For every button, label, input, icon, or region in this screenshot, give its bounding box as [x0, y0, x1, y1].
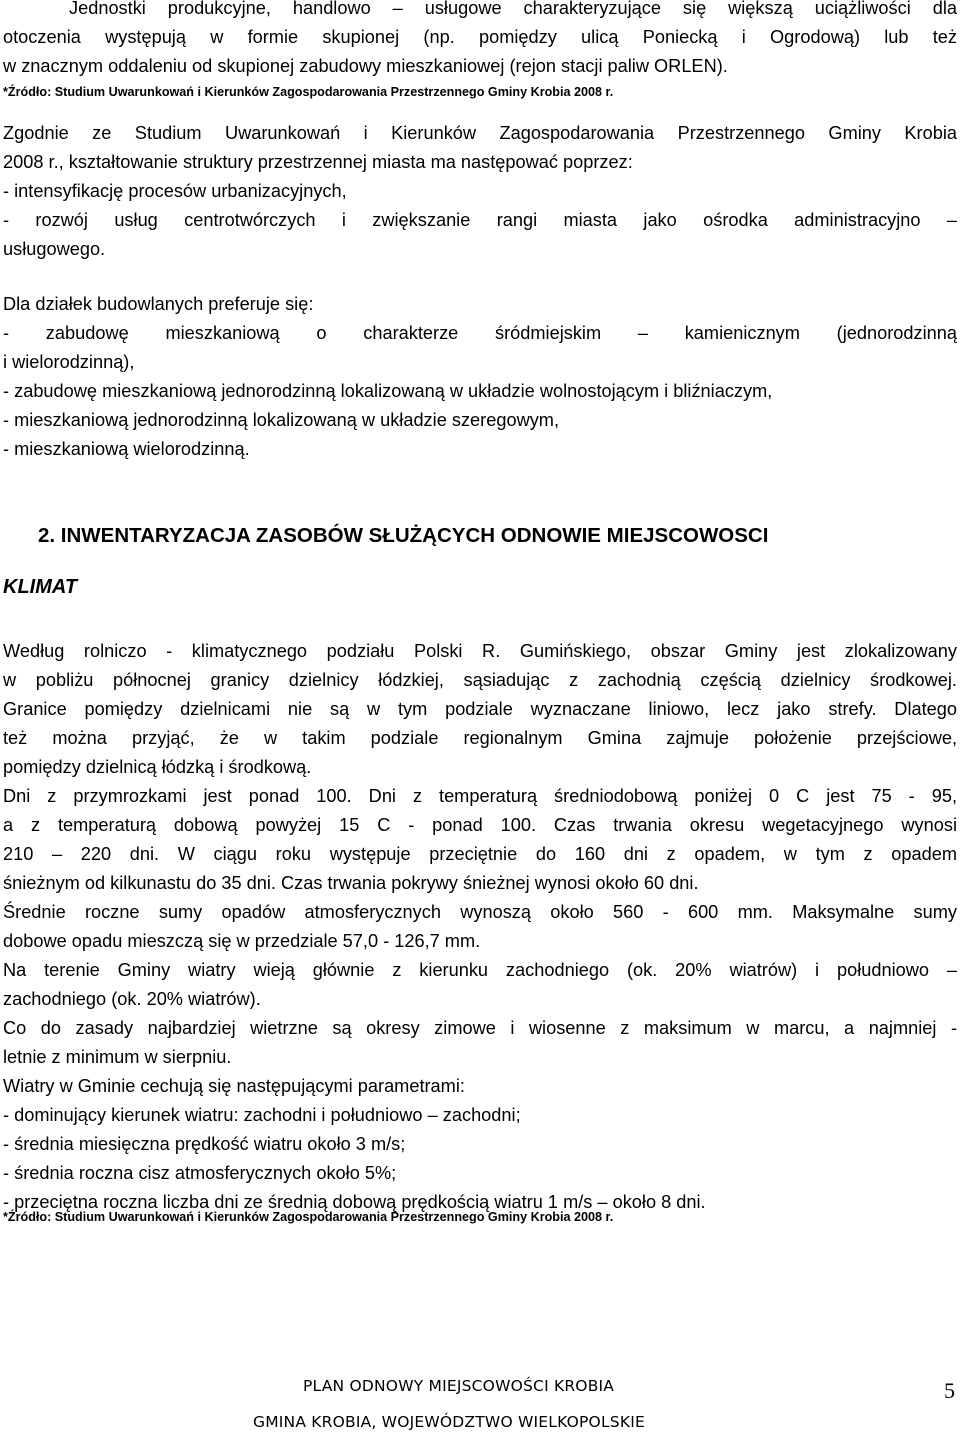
klimat-line-1: Według rolniczo - klimatycznego podziału Polski R. Gumińskiego, obszar Gminy jest zlokalizowany	[3, 641, 957, 661]
dzialki-paragraph	[3, 290, 957, 464]
footer-subtitle: GMINA KROBIA, WOJEWÓDZTWO WIELKOPOLSKIE	[253, 1413, 645, 1431]
dzialki-line-5: - mieszkaniową jednorodzinną lokalizowaną w układzie szeregowym,	[3, 410, 559, 430]
page-number: 5	[944, 1378, 955, 1403]
klimat-line-9: śnieżnym od kilkunastu do 35 dni. Czas trwania pokrywy śnieżnej wynosi około 60 dni.	[3, 873, 699, 893]
klimat-line-13: zachodniego (ok. 20% wiatrów).	[3, 989, 261, 1009]
klimat-line-4: też można przyjąć, że w takim podziale regionalnym Gmina zajmuje położenie przejściowe,	[3, 728, 957, 748]
klimat-line-15: letnie z minimum w sierpniu.	[3, 1047, 232, 1067]
dzialki-line-3: i wielorodzinną),	[3, 352, 135, 372]
studium-line-4: - rozwój usług centrotwórczych i zwiększanie rangi miasta jako ośrodka administracyjno –	[3, 210, 957, 230]
intro-line-3: w znacznym oddaleniu od skupionej zabudowy mieszkaniowej (rejon stacji paliw ORLEN).	[3, 56, 728, 76]
klimat-line-7: a z temperaturą dobową powyżej 15 C - ponad 100. Czas trwania okresu wegetacyjnego wynosi	[3, 815, 957, 835]
studium-line-3: - intensyfikację procesów urbanizacyjnych,	[3, 181, 347, 201]
klimat-line-14: Co do zasady najbardziej wietrzne są okresy zimowe i wiosenne z maksimum w marcu, a najmniej -	[3, 1018, 957, 1038]
klimat-line-12: Na terenie Gminy wiatry wieją głównie z kierunku zachodniego (ok. 20% wiatrów) i południowo –	[3, 960, 957, 980]
klimat-line-2: w pobliżu północnej granicy dzielnicy łódzkiej, sąsiadując z zachodnią częścią dzielnicy środkowej.	[3, 670, 957, 690]
klimat-line-10: Średnie roczne sumy opadów atmosferycznych wynoszą około 560 - 600 mm. Maksymalne sumy	[3, 902, 957, 922]
klimat-line-6: Dni z przymrozkami jest ponad 100. Dni z temperaturą średniodobową poniżej 0 C jest 75 - 95,	[3, 786, 957, 806]
klimat-line-18: - średnia miesięczna prędkość wiatru około 3 m/s;	[3, 1134, 406, 1154]
klimat-line-19: - średnia roczna cisz atmosferycznych około 5%;	[3, 1163, 397, 1183]
klimat-source-note: *Źródło: Studium Uwarunkowań i Kierunków Zagospodarowania Przestrzennego Gminy Krobia 2008 r.	[3, 1210, 614, 1224]
klimat-line-8: 210 – 220 dni. W ciągu roku występuje przeciętnie do 160 dni z opadem, w tym z opadem	[3, 844, 957, 864]
klimat-line-16: Wiatry w Gminie cechują się następującymi parametrami:	[3, 1076, 465, 1096]
klimat-line-11: dobowe opadu mieszczą się w przedziale 57,0 - 126,7 mm.	[3, 931, 481, 951]
dzialki-line-1: Dla działek budowlanych preferuje się:	[3, 294, 314, 314]
studium-line-2: 2008 r., kształtowanie struktury przestrzennej miasta ma następować poprzez:	[3, 152, 633, 172]
section-heading: 2. INWENTARYZACJA ZASOBÓW SŁUŻĄCYCH ODNOWIE MIEJSCOWOSCI	[38, 524, 769, 547]
dzialki-line-4: - zabudowę mieszkaniową jednorodzinną lokalizowaną w układzie wolnostojącym i bliźniaczym,	[3, 381, 773, 401]
dzialki-line-2: - zabudowę mieszkaniową o charakterze śródmiejskim – kamienicznym (jednorodzinną	[3, 323, 957, 343]
footer-title: PLAN ODNOWY MIEJSCOWOŚCI KROBIA	[303, 1377, 615, 1395]
intro-line-1: Jednostki produkcyjne, handlowo – usługowe charakteryzujące się większą uciążliwości dla	[69, 0, 957, 18]
klimat-line-17: - dominujący kierunek wiatru: zachodni i południowo – zachodni;	[3, 1105, 521, 1125]
klimat-line-5: pomiędzy dzielnicą łódzką i środkową.	[3, 757, 312, 777]
intro-paragraph	[3, 0, 957, 81]
section-subheading: KLIMAT	[3, 576, 78, 598]
intro-line-2: otoczenia występują w formie skupionej (np. pomiędzy ulicą Poniecką i Ogrodową) lub też	[3, 27, 957, 47]
dzialki-line-6: - mieszkaniową wielorodzinną.	[3, 439, 250, 459]
klimat-line-20: - przeciętna roczna liczba dni ze średnią dobową prędkością wiatru 1 m/s – około 8 dni.	[3, 1192, 706, 1212]
studium-line-5: usługowego.	[3, 239, 106, 259]
intro-source-note: *Źródło: Studium Uwarunkowań i Kierunków Zagospodarowania Przestrzennego Gminy Krobia 2008 r.	[3, 85, 614, 99]
klimat-line-3: Granice pomiędzy dzielnicami nie są w tym podziale wyznaczane liniowo, lecz jako strefy. Dlatego	[3, 699, 957, 719]
klimat-paragraph	[3, 637, 957, 1217]
studium-line-1: Zgodnie ze Studium Uwarunkowań i Kierunków Zagospodarowania Przestrzennego Gminy Krobia	[3, 123, 957, 143]
studium-paragraph	[3, 119, 957, 264]
